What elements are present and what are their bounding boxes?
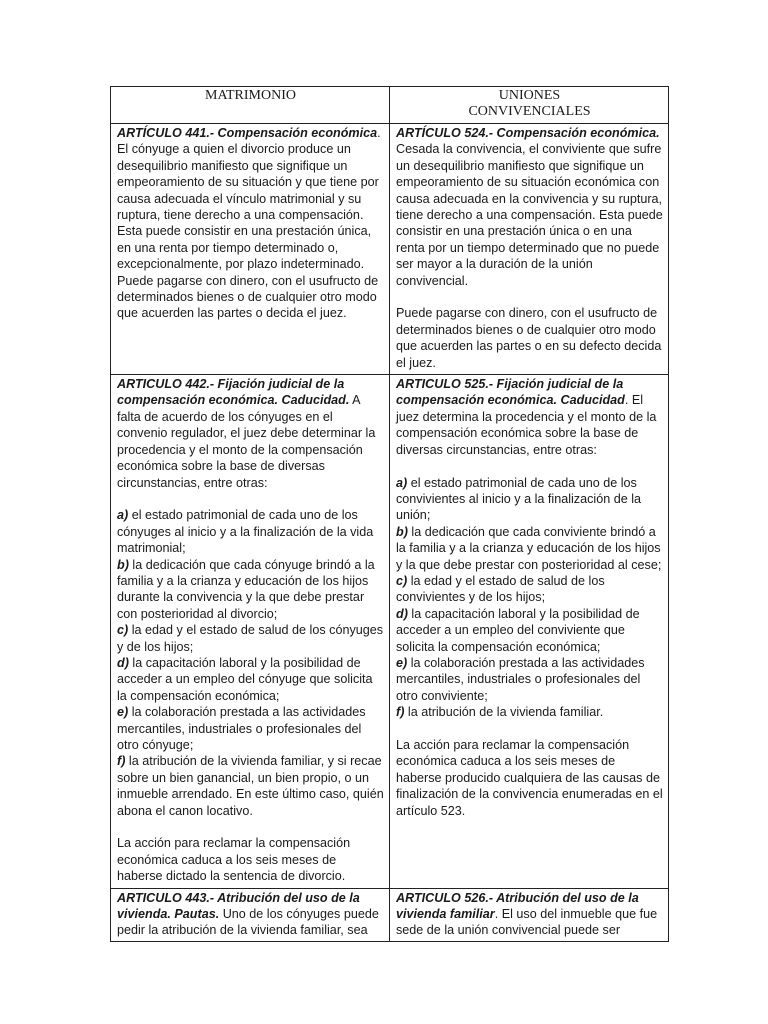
table-row xyxy=(111,124,669,375)
item-text: la edad y el estado de salud de los cónyuges y de los hijos; xyxy=(117,623,384,654)
article-body: El cónyuge a quien el divorcio produce un desequilibrio manifiesto que signifique un empeoramiento de su situación y que tiene por causa adecuada el vínculo matrimonial y su ruptura, tiene derecho a una compensación. Esta puede consistir en una prestación única, en una renta por tiempo determinado o, excepcionalmente, por plazo indeterminado. Puede pagarse con dinero, con el usufructo de determinados bienes o de cualquier otro modo que acuerden las partes o decida el juez. xyxy=(117,142,379,321)
list-item xyxy=(117,753,384,819)
list-item xyxy=(396,573,663,606)
item-letter: a) xyxy=(117,508,129,523)
item-text: la atribución de la vivienda familiar. xyxy=(404,705,604,720)
article-body: Cesada la convivencia, el conviviente que sufre un desequilibrio manifiesto que signifique un empeoramiento de su situación económica con causa adecuada en la convivencia y su ruptura, tiene derecho a una compensación. Esta puede consistir en una prestación única o en una renta por un tiempo determinado que no puede ser mayor a la duración de la unión convivencial. xyxy=(396,142,663,288)
list-item xyxy=(117,704,384,753)
item-text: el estado patrimonial de cada uno de los cónyuges al inicio y a la finalización de la vida matrimonial; xyxy=(117,508,374,556)
cell-article-441 xyxy=(111,124,390,375)
article-intro: A falta de acuerdo de los cónyuges en el convenio regulador, el juez debe determinar la procedencia y el monto de la compensación económica sobre la base de diversas circunstancias, entre otras: xyxy=(117,393,376,490)
header-matrimonio xyxy=(111,87,390,124)
paragraph-spacer xyxy=(117,819,384,835)
item-letter: e) xyxy=(396,655,408,670)
list-item xyxy=(396,606,663,655)
article-body-second: Puede pagarse con dinero, con el usufructo de determinados bienes o de cualquier otro modo que acuerden las partes o en su defecto decida el juez. xyxy=(396,306,662,370)
item-letter: d) xyxy=(396,606,408,621)
item-letter: f) xyxy=(396,705,405,720)
list-item xyxy=(396,704,663,720)
item-letter: c) xyxy=(396,573,408,588)
cell-clip xyxy=(117,890,384,938)
article-heading: ARTICULO 442.- Fijación judicial de la compensación económica. Caducidad. xyxy=(117,377,350,408)
header-uniones-line1: UNIONES xyxy=(498,88,561,103)
article-body: Uno de los cónyuges puede pedir la atribución de la vivienda familiar, sea xyxy=(117,907,379,938)
item-text: la colaboración prestada a las actividades mercantiles, industriales o profesionales del otro cónyuge; xyxy=(117,705,366,752)
paragraph-spacer xyxy=(396,721,663,737)
article-intro: . El juez determina la procedencia y el monto de la compensación económica sobre la base de diversas circunstancias, entre otras: xyxy=(396,393,657,457)
paragraph-spacer xyxy=(117,491,384,507)
paragraph-spacer xyxy=(396,289,663,305)
cell-article-524 xyxy=(390,124,669,375)
list-item xyxy=(117,622,384,655)
cell-article-525 xyxy=(390,375,669,889)
item-letter: b) xyxy=(117,557,129,572)
item-letter: b) xyxy=(396,524,408,539)
article-closing: La acción para reclamar la compensación económica caduca a los seis meses de haberse dictado la sentencia de divorcio. xyxy=(117,836,351,884)
cell-article-526 xyxy=(390,888,669,941)
cell-article-442 xyxy=(111,375,390,889)
list-item xyxy=(396,475,663,524)
item-text: el estado patrimonial de cada uno de los convivientes al inicio y a la finalización de la unión; xyxy=(396,475,642,523)
article-heading: ARTÍCULO 441.- Compensación económica xyxy=(117,126,378,140)
cell-article-443 xyxy=(111,888,390,941)
item-letter: c) xyxy=(117,623,129,638)
item-text: la colaboración prestada a las actividades mercantiles, industriales o profesionales del otro conviviente; xyxy=(396,655,645,703)
item-text: la atribución de la vivienda familiar, y si recae sobre un bien ganancial, un bien propio, o un inmueble arrendado. En este último caso, quién abona el canon locativo. xyxy=(117,754,384,818)
list-item xyxy=(117,557,384,623)
item-text: la dedicación que cada conviviente brindó a la familia y a la crianza y educación de los hijos y la que debe prestar con posterioridad al cese; xyxy=(396,524,662,572)
item-letter: f) xyxy=(117,754,126,769)
article-heading: ARTICULO 443.- Atribución del uso de la vivienda. Pautas. xyxy=(117,890,360,922)
header-matrimonio-label: MATRIMONIO xyxy=(205,88,296,103)
header-uniones-line2: CONVIVENCIALES xyxy=(468,104,591,119)
table-header-row xyxy=(111,87,669,124)
article-heading-tail: . xyxy=(377,126,381,140)
paragraph-spacer xyxy=(396,458,663,474)
list-item xyxy=(117,655,384,704)
table-row xyxy=(111,375,669,889)
article-heading: ARTICULO 526.- Atribución del uso de la vivienda familiar xyxy=(396,890,639,922)
list-item xyxy=(396,524,663,573)
item-letter: a) xyxy=(396,475,408,490)
list-item xyxy=(117,507,384,556)
item-text: la edad y el estado de salud de los convivientes y de los hijos; xyxy=(396,573,605,605)
article-heading: ARTICULO 525.- Fijación judicial de la compensación económica. Caducidad xyxy=(396,377,625,408)
item-text: la capacitación laboral y la posibilidad de acceder a un empleo del cónyuge que solicita la compensación económica; xyxy=(117,655,373,703)
article-body: . El uso del inmueble que fue sede de la unión convivencial puede ser xyxy=(396,907,658,938)
item-text: la dedicación que cada cónyuge brindó a la familia y a la crianza y educación de los hijos durante la convivencia y la que debe prestar con posterioridad al divorcio; xyxy=(117,557,375,621)
cell-clip xyxy=(396,890,663,938)
comparison-table xyxy=(110,86,669,942)
item-text: la capacitación laboral y la posibilidad de acceder a un empleo del conviviente que solicita la compensación económica; xyxy=(396,606,640,654)
item-letter: d) xyxy=(117,655,129,670)
table-row xyxy=(111,888,669,941)
header-uniones-convivenciales xyxy=(390,87,669,124)
item-letter: e) xyxy=(117,705,129,720)
list-item xyxy=(396,655,663,704)
article-closing: La acción para reclamar la compensación económica caduca a los seis meses de haberse producido cualquiera de las causas de finalización de la convivencia enumeradas en el artículo 523. xyxy=(396,737,663,818)
article-heading: ARTÍCULO 524.- Compensación económica. xyxy=(396,126,660,140)
